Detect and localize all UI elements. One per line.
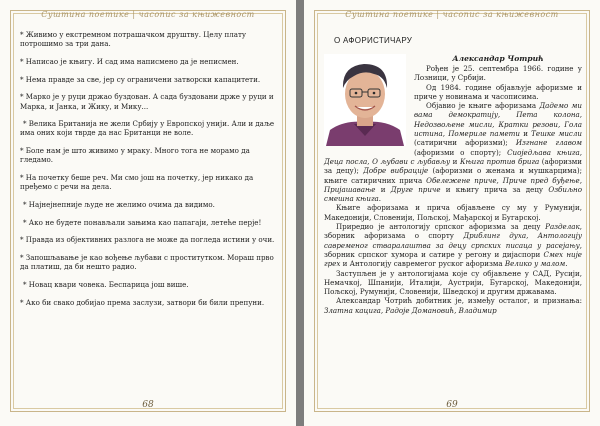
bio-text: и Антологију савремегог руског афоризма (340, 259, 505, 269)
aphorism: * Новац квари човека. Беспарица још више. (23, 279, 189, 289)
bio-text: , (526, 231, 538, 241)
book-title: Књига против брига (459, 156, 540, 166)
bio-text: Александар Чотрић добитник је, између осталог, и признања: (336, 296, 582, 306)
bio-paragraph (324, 222, 582, 268)
book-title: Изгнане главом (515, 138, 582, 148)
aphorism: * Правда из објективних разлога не може да погледа истини у очи. (20, 235, 275, 245)
aphorism: * Марко је у руци држао буздован. А сада буздовани држе у руци и Марка, и Јанка, и Жику, и Мику... (20, 92, 274, 111)
aphorism: * На почетку беше реч. Ми смо још на почетку, јер никако да пређемо с речи на дела. (20, 173, 254, 192)
book-title: Антологију савременог стваралаштва за децу српских писаца у расејању (324, 231, 582, 250)
page-number: 69 (446, 400, 458, 410)
bio-text: и књигу прича за децу (440, 184, 549, 194)
author-photo (324, 54, 406, 146)
book-title: Разделак (545, 222, 580, 232)
section-title: О АФОРИСТИЧАРУ (334, 36, 413, 45)
aphorism: * Боле нам је што живимо у мраку. Много тога не морамо да гледамо. (20, 146, 250, 165)
bio-paragraph: Од 1984. године објављује афоризме и приче у новинама и часописима. (414, 82, 582, 101)
running-head: Суштина поетике | часопис за књижевност (41, 10, 255, 19)
aphorism: * Нема правде за све, јер су ограничени затворски капацитети. (20, 74, 261, 84)
running-head: Суштина поетике | часопис за књижевност (345, 10, 559, 19)
aphorism: * Најнејнепније људе не желимо очима да видимо. (23, 199, 215, 209)
bio-paragraph (324, 296, 582, 315)
book-title: Тешке мисли (531, 129, 582, 139)
aphorism: * Живимо у екстремном потрашачком друштву. Целу плату потрошимо за три дана. (20, 30, 247, 49)
bio-text: и (375, 184, 391, 194)
book-title: Обележене приче, Приче пред буђење, Пријашавање (324, 175, 582, 194)
book-title: Велико у малом. (504, 259, 568, 269)
book-title: Друге приче (390, 184, 441, 194)
bio-text: и (519, 129, 532, 139)
bio-paragraph: Заступљен је у антологијама које су објављене у САД, Русији, Немачкој, Шпанији, Италији, Аустрији, Бугарској, Македонији, Пољској, Румунији, Словенији, Шведској и другим државама. (324, 268, 582, 297)
award-title: Златна кацига, Радоје Домановић, Владимир (324, 305, 497, 315)
author-portrait-image (324, 54, 406, 146)
bio-text: (афоризми за децу); (324, 156, 582, 176)
bio-text: , зборник афоризама о спорту (324, 222, 582, 241)
right-page (304, 0, 600, 426)
aphorism: * Ако не будете понављали зањима као папагаји, летеће перје! (23, 217, 262, 227)
book-title: Дадемо ми вама демократију, Пета колона, Недозвољене мисли, Кратки резови, Гола истина, Помериле памети (414, 101, 582, 139)
bio-text: Објавио је књиге афоризама (426, 101, 540, 111)
author-name: Александар Чотрић (452, 54, 544, 63)
aphorism: * Велика Британија не жели Србију у Европској унији. Али и даље има оних који тврде да нас Британци не воле. (20, 119, 275, 138)
bio-text: , зборник српског хумора и сатире у регону и дијаспори (324, 240, 582, 259)
left-page (0, 0, 296, 426)
page-number: 68 (142, 400, 154, 410)
bio-paragraph: Књиге афоризама и прича објављене су му у Румунији, Македонији, Словенији, Пољској, Мађарској и Бугарској. (324, 203, 582, 222)
aphorism: * Ако би свако добијао према заслузи, затвори би били препуни. (20, 297, 265, 307)
aphorism: * Написао је књигу. И сад има написмено да је неписмен. (20, 56, 239, 66)
bio-text: (афоризми о спорту); (414, 147, 508, 157)
book-title: Смех није грех (324, 249, 582, 269)
book-title: Добре вибрације (363, 166, 429, 176)
bio-text: Приредио је антологију српског афоризма за децу (336, 222, 546, 232)
book-title: Дриблинг духа (463, 231, 527, 241)
bio-text: и (450, 156, 460, 166)
bio-text: (сатирични афоризми); (414, 138, 516, 148)
author-section (324, 28, 582, 392)
aphorism: * Запошљавање је као вођење љубави с проститутком. Мораш прво да платиш, да би нешто радио. (20, 253, 274, 272)
aphorism-list (20, 30, 276, 392)
bio-text: (афоризми о женама и мушкарцима); књиге сатиричних прича (324, 166, 582, 185)
book-title: Сиоједљава књига, Деца посла, О љубави с љубављу (324, 147, 582, 166)
book-title: Озбиљно смешна књига. (324, 184, 582, 204)
bio-paragraph: Рођен је 25. септембра 1966. године у Лозници, у Србији. (414, 64, 582, 83)
